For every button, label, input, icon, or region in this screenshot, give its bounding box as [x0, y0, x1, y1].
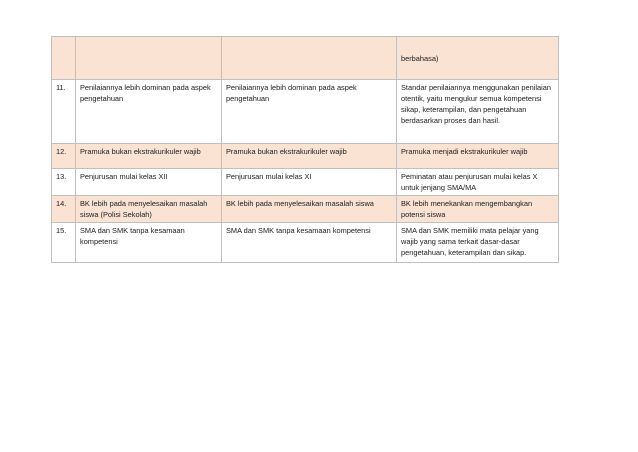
- comparison-table: [51, 36, 559, 263]
- cell-col2: SMA dan SMK tanpa kesamaan kompetensi: [76, 223, 222, 263]
- cell-col3: Penjurusan mulai kelas XI: [222, 169, 397, 196]
- table-row: [52, 223, 559, 263]
- table-row: [52, 37, 559, 80]
- cell-col2: BK lebih pada menyelesaikan masalah siswa (Polisi Sekolah): [76, 196, 222, 223]
- row-number: [52, 37, 76, 80]
- cell-col3: BK lebih pada menyelesaikan masalah siswa: [222, 196, 397, 223]
- cell-col4: Peminatan atau penjurusan mulai kelas X untuk jenjang SMA/MA: [397, 169, 559, 196]
- row-number: 15.: [52, 223, 76, 263]
- cell-col4: berbahasa): [397, 37, 559, 80]
- table-row: [52, 196, 559, 223]
- row-number: 11.: [52, 80, 76, 144]
- table-row: [52, 169, 559, 196]
- cell-col2: Penjurusan mulai kelas XII: [76, 169, 222, 196]
- row-number: 12.: [52, 144, 76, 169]
- cell-col3: Penilaiannya lebih dominan pada aspek pengetahuan: [222, 80, 397, 144]
- cell-col3: [222, 37, 397, 80]
- cell-col3: SMA dan SMK tanpa kesamaan kompetensi: [222, 223, 397, 263]
- row-number: 13.: [52, 169, 76, 196]
- cell-col4: BK lebih menekankan mengembangkan potensi siswa: [397, 196, 559, 223]
- row-number: 14.: [52, 196, 76, 223]
- cell-col2: [76, 37, 222, 80]
- cell-col4: SMA dan SMK memiliki mata pelajar yang wajib yang sama terkait dasar-dasar pengetahuan, keterampilan dan sikap.: [397, 223, 559, 263]
- table-row: [52, 144, 559, 169]
- cell-col2: Penilaiannya lebih dominan pada aspek pengetahuan: [76, 80, 222, 144]
- cell-col4: Standar penilaiannya menggunakan penilaian otentik, yaitu mengukur semua kompetensi sikap, keterampilan, dan pengetahuan berdasarkan proses dan hasil.: [397, 80, 559, 144]
- cell-col2: Pramuka bukan ekstrakurikuler wajib: [76, 144, 222, 169]
- cell-col3: Pramuka bukan ekstrakurikuler wajib: [222, 144, 397, 169]
- cell-col4: Pramuka menjadi ekstrakurikuler wajib: [397, 144, 559, 169]
- table-row: [52, 80, 559, 144]
